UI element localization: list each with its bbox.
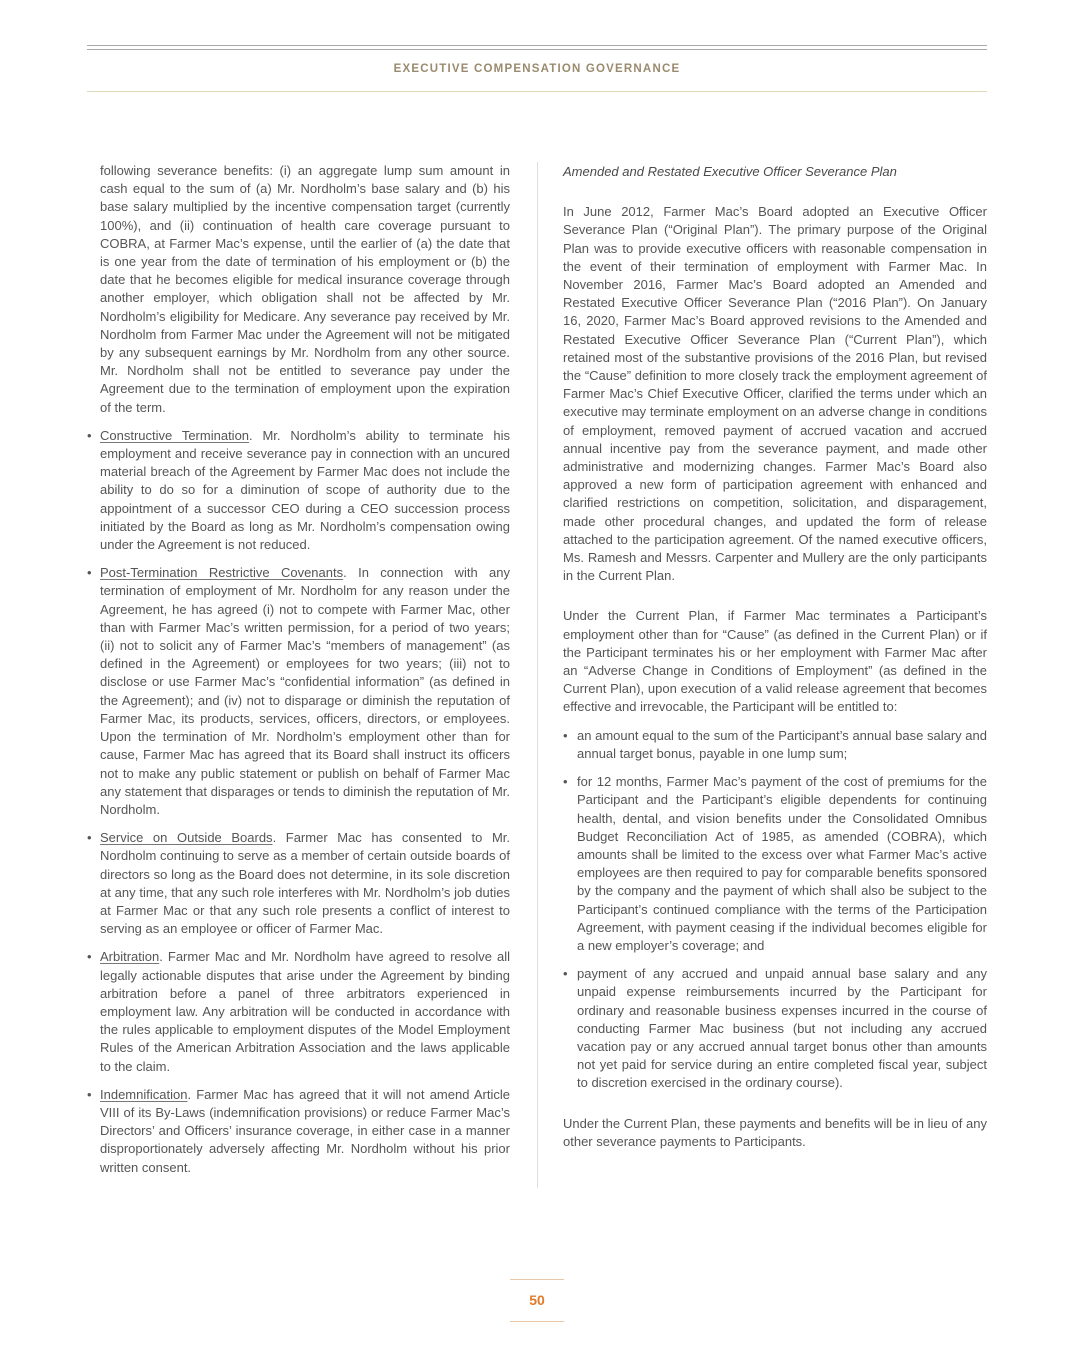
term-text: . Farmer Mac has consented to Mr. Nordholm continuing to serve as a member of certain outside boards of directors so long as the Board does not determine, in its sole discretion at any time, that any such role interferes with Mr. Nordholm’s job duties at Farmer Mac or that any such role presents a conflict of interest to serving as an employee or officer of Farmer Mac. [100, 830, 510, 937]
column-divider [537, 162, 538, 1188]
bullet-icon: • [563, 727, 568, 743]
list-item-text: for 12 months, Farmer Mac’s payment of the cost of premiums for the Participant and the Participant’s eligible dependents for continuing health, dental, and vision benefits under the Consolidated Omnibus Budget Reconciliation Act of 1985, as amended (COBRA), which amounts shall be limited to the excess over what Farmer Mac’s active employees are then required to pay for comparable benefits sponsored by the company and the payment of which shall also be subject to the Participant’s continued compliance with the terms of the Participation Agreement, with payment ceasing if the individual becomes eligible for a new employer’s coverage; and [577, 774, 987, 953]
list-item-indemnification [87, 1086, 510, 1177]
list-item-text: an amount equal to the sum of the Participant’s annual base salary and annual target bonus, payable in one lump sum; [577, 727, 987, 761]
term-label: Indemnification [100, 1086, 188, 1102]
section-header-title: EXECUTIVE COMPENSATION GOVERNANCE [393, 63, 681, 75]
list-item-outside-boards [87, 829, 510, 938]
bullet-icon: • [87, 949, 92, 965]
term-text: . Farmer Mac has agreed that it will not amend Article VIII of its By-Laws (indemnification provisions) or reduce Farmer Mac’s Directors’ and Officers’ insurance coverage, in either case in a manner disproportionately adversely affecting Mr. Nordholm without his prior written consent. [100, 1086, 510, 1175]
severance-plan-heading: Amended and Restated Executive Officer Severance Plan [563, 164, 897, 179]
severance-benefits-continuation: following severance benefits: (i) an aggregate lump sum amount in cash equal to the sum of (a) Mr. Nordholm’s base salary and (b) his base salary multiplied by the incentive compensation target (currently 100%), and (ii) continuation of health care coverage pursuant to COBRA, at Farmer Mac’s expense, until the earlier of (a) the date that is one year from the date of termination of his employment or (b) the date that he becomes eligible for medical insurance coverage through another employer, which obligation shall not be affected by Mr. Nordholm’s eligibility for Medicare. Any severance pay received by Mr. Nordholm from Farmer Mac under the Agreement will not be mitigated by any subsequent earnings by Mr. Nordholm from any other source. Mr. Nordholm shall not be entitled to severance pay under the Agreement due to the termination of employment upon the expiration of the term. [100, 163, 510, 415]
term-text: . In connection with any termination of employment of Mr. Nordholm for any reason under the Agreement, he has agreed (i) not to compete with Farmer Mac, other than with Farmer Mac’s written permission, for a period of two years; (ii) not to solicit any of Farmer Mac’s “members of management” (as defined in the Agreement) or employees for two years; (iii) not to disclose or use Farmer Mac’s “confidential information” (as defined in the Agreement); and (iv) not to disparage or diminish the reputation of Farmer Mac, its products, services, officers, directors, or employees. Upon the termination of Mr. Nordholm’s employment other than for cause, Farmer Mac has agreed that its Board shall instruct its officers not to make any public statement or publish on behalf of Farmer Mac any statement that disparages or tends to diminish the reputation of Mr. Nordholm. [100, 565, 510, 817]
plan-history-paragraph: In June 2012, Farmer Mac’s Board adopted an Executive Officer Severance Plan (“Original Plan”). The primary purpose of the Original Plan was to provide executive officers with reasonable compensation in the event of their termination of employment with Farmer Mac. In November 2016, Farmer Mac’s Board adopted an Amended and Restated Executive Officer Severance Plan (“2016 Plan”). On January 16, 2020, Farmer Mac’s Board approved revisions to the Amended and Restated Executive Officer Severance Plan (“Current Plan”), which retained most of the substantive provisions of the 2016 Plan, but revised the “Cause” definition to more closely track the employment agreement of Farmer Mac’s Chief Executive Officer, clarified the terms under which an executive may terminate employment on an adverse change in conditions of employment, removed payment of accrued vacation and accrued annual incentive pay from the severance payment, and made other administrative and modernizing changes. Farmer Mac’s Board also approved a new form of participation agreement with enhanced and clarified restrictions on competition, solicitation, and disparagement, made other procedural changes, and updated the form of release attached to the participation agreement. Of the named executive officers, Ms. Ramesh and Messrs. Carpenter and Mullery are the only participants in the Current Plan. [563, 204, 987, 584]
list-item [563, 727, 987, 763]
bullet-icon: • [87, 427, 92, 443]
list-item-constructive-termination [87, 427, 510, 554]
list-item [563, 773, 987, 955]
page-number-rule-bottom [510, 1321, 564, 1322]
bullet-icon: • [563, 774, 568, 790]
bullet-icon: • [87, 1086, 92, 1102]
bullet-icon: • [87, 565, 92, 581]
term-label: Service on Outside Boards [100, 830, 273, 846]
header-rule-top-second [87, 49, 987, 50]
left-column [87, 162, 510, 1187]
term-text: . Farmer Mac and Mr. Nordholm have agreed to resolve all legally actionable disputes that arise under the Agreement by binding arbitration before a panel of three arbitrators experienced in employment law. Any arbitration will be conducted in accordance with the rules applicable to employment disputes of the Model Employment Rules of the American Arbitration Association and the laws applicable to the claim. [100, 949, 510, 1074]
bullet-icon: • [87, 830, 92, 846]
entitlements-list [563, 727, 987, 1093]
header-rule-top [87, 45, 987, 46]
term-label: Constructive Termination [100, 427, 250, 443]
right-column [563, 162, 987, 1173]
term-text: . Mr. Nordholm’s ability to terminate his employment and receive severance pay in connection with an uncured material breach of the Agreement by Farmer Mac does not include the ability to do so for a diminution of scope of authority due to the appointment of a successor CEO during a CEO succession process initiated by the Board as long as Mr. Nordholm’s compensation owing under the Agreement is not reduced. [100, 427, 510, 553]
page-number: 50 [529, 1292, 545, 1308]
list-item [563, 965, 987, 1092]
header-rule-bottom [87, 91, 987, 92]
term-label: Arbitration [100, 949, 160, 965]
list-item-text: payment of any accrued and unpaid annual base salary and any unpaid expense reimbursements incurred by the Participant for ordinary and reasonable business expenses incurred in the course of conducting Farmer Mac business (but not including any accrued vacation pay or any accrued annual target bonus other than amounts not yet paid for service during an entire completed fiscal year, subject to discretion exercised in the ordinary course). [577, 966, 987, 1091]
lieu-paragraph: Under the Current Plan, these payments and benefits will be in lieu of any other severance payments to Participants. [563, 1115, 987, 1149]
term-label: Post-Termination Restrictive Covenants [100, 565, 344, 581]
plan-terms-paragraph: Under the Current Plan, if Farmer Mac terminates a Participant’s employment other than for “Cause” (as defined in the Current Plan) or if the Participant terminates his or her employment with Farmer Mac after an “Adverse Change in Conditions of Employment” (as defined in the Current Plan), upon execution of a valid release agreement that becomes effective and irrevocable, the Participant will be entitled to: [563, 608, 987, 715]
page-number-rule-top [510, 1279, 564, 1280]
list-item-arbitration [87, 948, 510, 1075]
bullet-icon: • [563, 966, 568, 982]
list-item-restrictive-covenants [87, 564, 510, 819]
